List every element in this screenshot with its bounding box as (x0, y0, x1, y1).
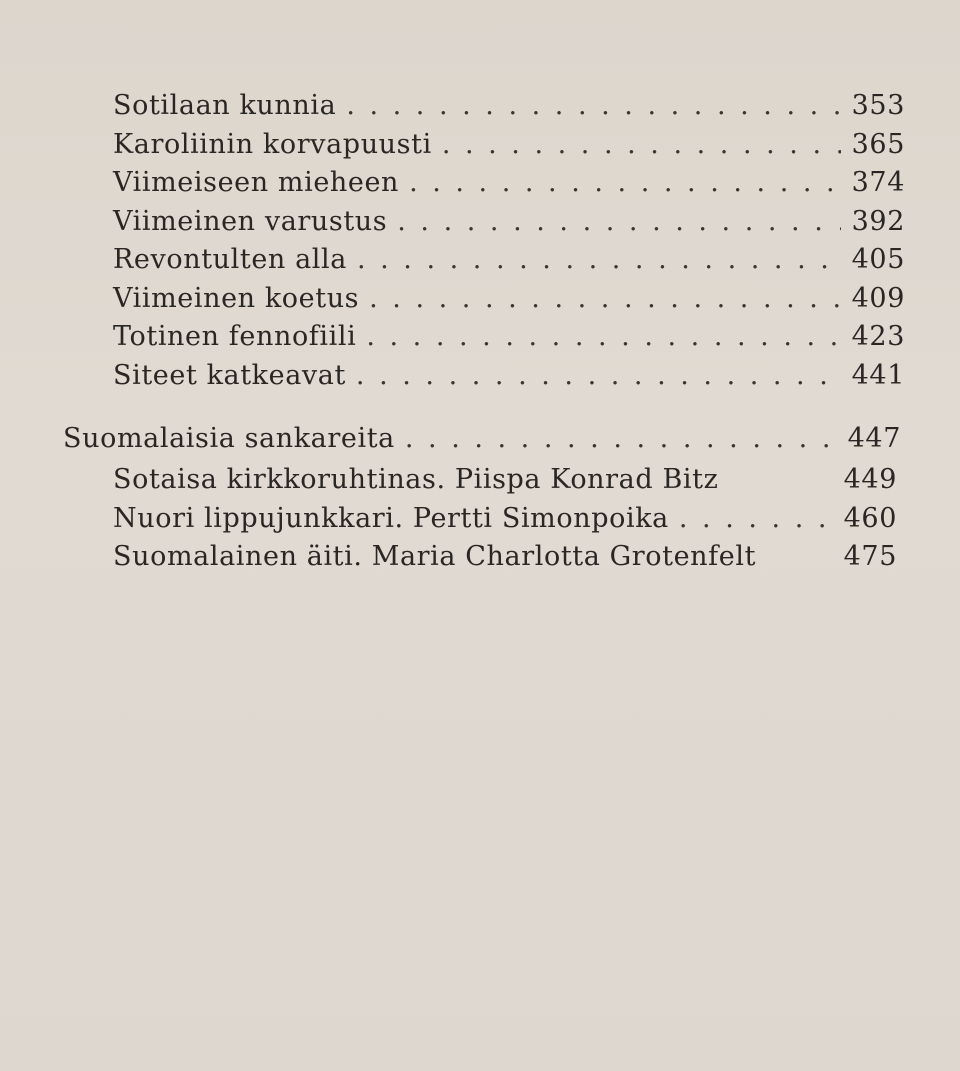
toc-entry-page: 475 (843, 541, 897, 572)
dot-leader (397, 206, 841, 238)
toc-section-title: Suomalaisia sankareita (63, 423, 395, 454)
toc-entry-title: Sotaisa kirkkoruhtinas. Piispa Konrad Bitz (113, 464, 719, 495)
dot-leader (357, 244, 841, 276)
toc-entry-page: 409 (851, 283, 905, 314)
dot-leader (356, 360, 841, 392)
toc-entry-page: 423 (851, 321, 905, 352)
toc-entry-title: Viimeinen koetus (113, 283, 360, 314)
dot-leader (409, 167, 841, 199)
toc-entry (113, 90, 905, 122)
dot-leader (369, 283, 841, 315)
toc-entry-page: 447 (847, 423, 901, 454)
toc-entry (113, 244, 905, 276)
dot-leader (366, 321, 841, 353)
toc-entry (113, 321, 905, 353)
toc-entry-title: Revontulten alla (113, 244, 347, 275)
toc-entry-title: Totinen fennofiili (113, 321, 357, 352)
toc-entry-page: 441 (851, 360, 905, 391)
toc-entry (113, 167, 905, 199)
toc-entry-title: Viimeiseen mieheen (113, 167, 400, 198)
toc-entry-page: 374 (851, 167, 905, 198)
dot-leader (346, 90, 841, 122)
toc-entry (113, 129, 905, 161)
toc-entry-page: 405 (851, 244, 905, 275)
toc-entry (113, 360, 905, 392)
toc-entry-page: 392 (851, 206, 905, 237)
toc-entry (113, 283, 905, 315)
toc-entry-page: 460 (843, 503, 897, 534)
dot-leader (679, 503, 833, 535)
toc-entry-title: Karoliinin korvapuusti (113, 129, 432, 160)
toc-entry-title: Siteet katkeavat (113, 360, 346, 391)
toc-entry-title: Suomalainen äiti. Maria Charlotta Grotenfelt (113, 541, 757, 572)
toc-section-entry (63, 423, 901, 455)
toc-entry (113, 503, 897, 535)
toc-entry (113, 206, 905, 238)
toc-entry-title: Nuori lippujunkkari. Pertti Simonpoika (113, 503, 669, 534)
toc-entry (113, 541, 897, 573)
toc-entry (113, 464, 897, 496)
toc-entry-title: Viimeinen varustus (113, 206, 388, 237)
toc-entry-page: 449 (843, 464, 897, 495)
dot-leader (442, 129, 841, 161)
dot-leader (405, 423, 837, 455)
toc-entry-page: 353 (851, 90, 905, 121)
toc-entry-title: Sotilaan kunnia (113, 90, 337, 121)
toc-entry-page: 365 (851, 129, 905, 160)
